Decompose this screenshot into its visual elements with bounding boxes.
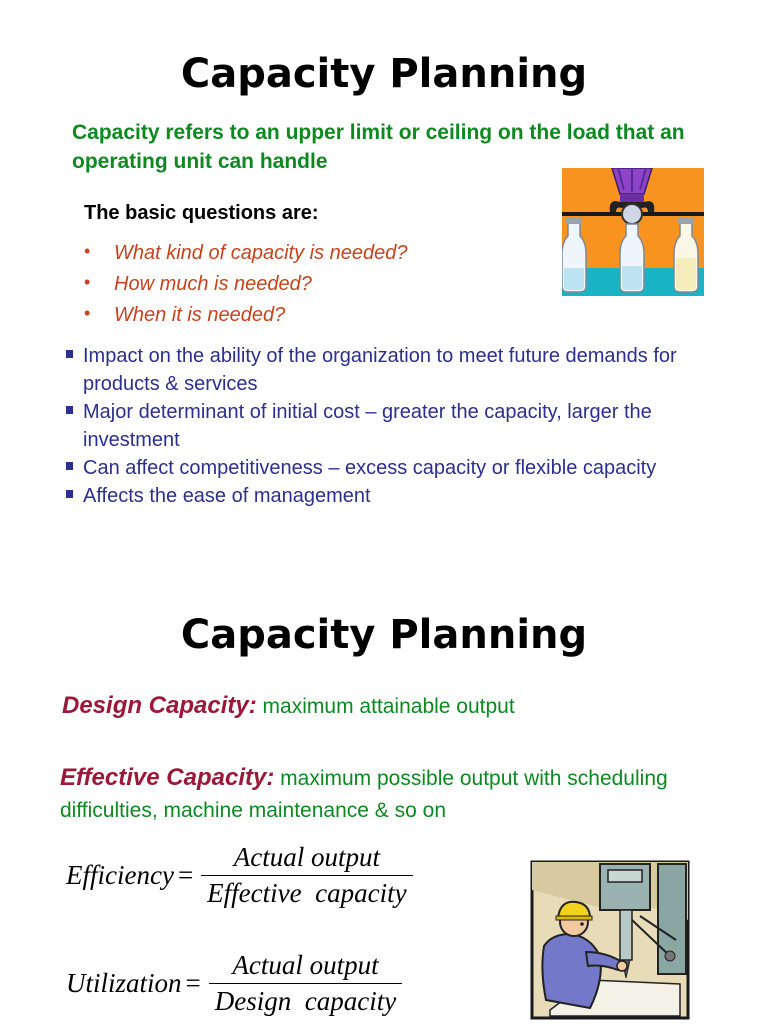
efficiency-numerator: Actual output: [233, 842, 380, 872]
question-item: • How much is needed?: [84, 269, 408, 300]
efficiency-formula: [66, 842, 413, 909]
impact-points-list: [62, 342, 702, 510]
design-capacity-term: Design Capacity:: [62, 692, 257, 719]
utilization-formula: [66, 950, 402, 1017]
efficiency-denominator: Effective capacity: [201, 875, 412, 909]
effective-capacity-definition: [60, 762, 720, 827]
utilization-label: Utilization: [66, 968, 182, 998]
efficiency-label: Efficiency: [66, 860, 174, 890]
machine-operator-clipart: [530, 860, 690, 1020]
efficiency-fraction: [201, 842, 412, 909]
equals-sign: =: [185, 968, 201, 998]
equals-sign: =: [177, 860, 194, 890]
question-item: • What kind of capacity is needed?: [84, 238, 408, 269]
slide-title: Capacity Planning: [180, 612, 588, 658]
impact-point: Affects the ease of management: [62, 482, 702, 510]
impact-point: Can affect competitiveness – excess capacity or flexible capacity: [62, 454, 702, 482]
impact-point: Major determinant of initial cost – greater the capacity, larger the investment: [62, 398, 702, 454]
effective-capacity-term: Effective Capacity:: [60, 764, 275, 791]
design-capacity-definition: [62, 692, 515, 720]
effective-capacity-description: maximum possible output with scheduling difficulties, machine maintenance & so on: [60, 767, 668, 822]
utilization-fraction: [209, 950, 402, 1017]
questions-heading: The basic questions are:: [84, 202, 319, 224]
utilization-numerator: Actual output: [232, 950, 379, 980]
slide-title: Capacity Planning: [180, 51, 588, 97]
design-capacity-description: maximum attainable output: [256, 695, 515, 718]
utilization-denominator: Design capacity: [209, 983, 402, 1017]
capacity-definition: Capacity refers to an upper limit or ceiling on the load that an operating unit can handle: [72, 121, 685, 173]
questions-list: [84, 238, 408, 331]
question-item: • When it is needed?: [84, 300, 408, 331]
bottling-machine-clipart: [562, 168, 704, 296]
impact-point: Impact on the ability of the organization to meet future demands for products & services: [62, 342, 702, 398]
